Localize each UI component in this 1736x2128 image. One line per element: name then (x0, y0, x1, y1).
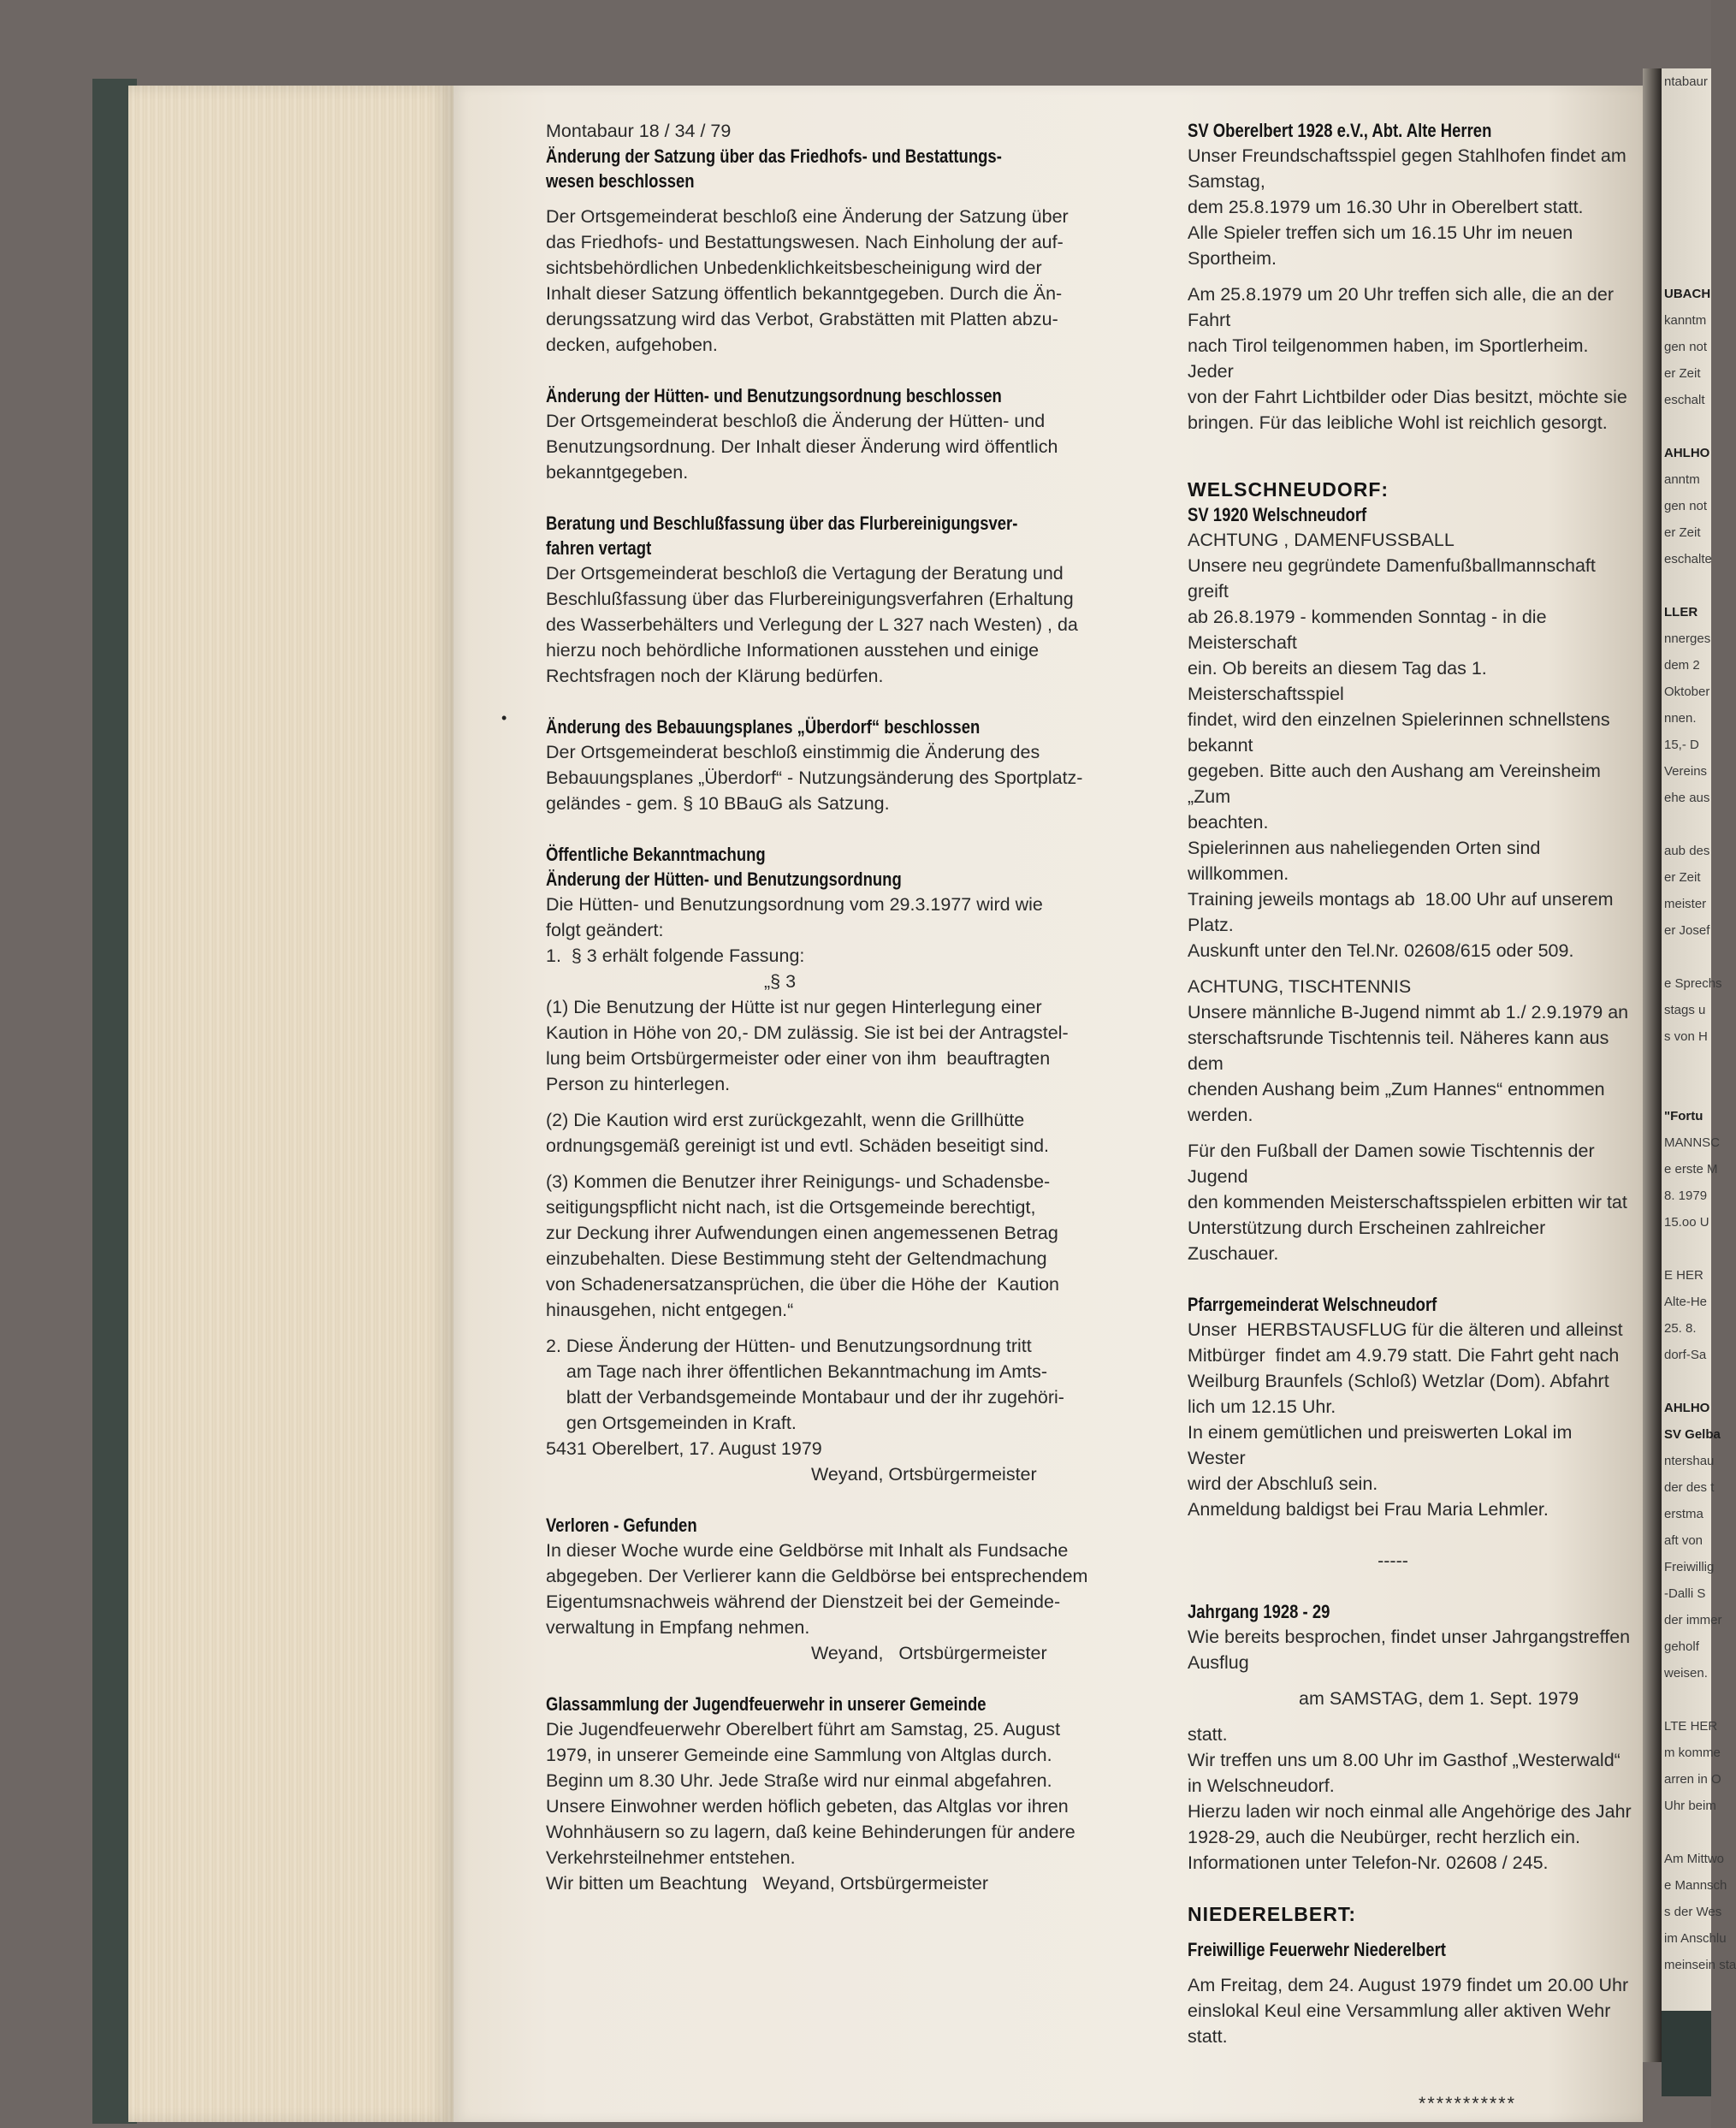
feuerwehr-body: Am Freitag, dem 24. August 1979 findet um 20.00 Uhr einslokal Keul eine Versammlung aller aktiven Wehr statt. (1188, 1975, 1629, 2047)
next-page-line: eschalte (1664, 552, 1712, 566)
next-page-line (1662, 572, 1711, 599)
support-appeal: Für den Fußball der Damen sowie Tischtennis der Jugend den kommenden Meisterschaftsspielen erbitten wir tat Unterstützung durch Erscheinen zahlreicher Zuschauer. (1188, 1141, 1627, 1264)
bekanntmachung-p4: 2. Diese Änderung der Hütten- und Benutzungsordnung tritt am Tage nach ihrer öffentlichen Bekanntmachung im Amts- blatt der Verbandsgemeinde Montabaur und der ihr zugehöri- gen Ortsgemeinden in Kraft. (546, 1336, 1064, 1433)
next-page-line: gen not (1664, 340, 1708, 354)
next-page-line: stags u (1664, 1003, 1706, 1017)
next-page-line: E HER (1664, 1268, 1703, 1283)
next-page-line (1662, 811, 1711, 838)
next-page-line (1662, 944, 1711, 970)
margin-dot: • (501, 709, 507, 726)
section-title-glassammlung: Glassammlung der Jugendfeuerwehr in unserer Gemeinde (546, 1693, 986, 1715)
bekanntmachung-p3: (3) Kommen die Benutzer ihrer Reinigungs- und Schadensbe- seitigungspflicht nicht nach, ist die Ortsgemeinde berechtigt, zur Deckung ihrer Aufwendungen einen angemessenen Betrag einzubehalten. Diese Bestimmung steht der Geltendmachung von Schadenersatzansprüchen, die über die Höhe der Kaution hinausgehen, nicht entgegen.“ (546, 1171, 1060, 1320)
next-page-line: dem 2 (1664, 658, 1700, 673)
next-page-line: ntabaur (1664, 74, 1708, 89)
next-page-line: kanntm (1664, 313, 1707, 328)
next-page-line: ehe aus (1664, 791, 1710, 805)
section-title-bebauungsplan: Änderung des Bebauungsplanes „Überdorf“ beschlossen (546, 716, 981, 738)
next-page-line: er Zeit (1664, 870, 1701, 885)
next-page-line: -Dalli S (1664, 1586, 1706, 1601)
next-page-line: nnen. (1664, 711, 1697, 726)
club-title-sv-1920: SV 1920 Welschneudorf (1188, 504, 1367, 525)
alte-herren-body-1: Unser Freundschaftsspiel gegen Stahlhofen findet am Samstag, dem 25.8.1979 um 16.30 Uhr in Oberelbert statt. Alle Spieler treffen sich um 16.15 Uhr im neuen Sportheim. (1188, 145, 1626, 269)
next-page-line: s von H (1664, 1029, 1708, 1044)
herbstausflug-body: Unser HERBSTAUSFLUG für die älteren und alleinst Mitbürger findet am 4.9.79 statt. Die Fahrt geht nach Weilburg Braunfels (Schloß) Wetzlar (Dom). Abfahrt lich um 12.15 Uhr. In einem gemütlichen und preiswerten Lokal im Wester wird der Abschluß sein. Anmeldung baldigst bei Frau Maria Lehmler. (1188, 1319, 1623, 1520)
page-block-edge (128, 86, 453, 2122)
next-page-line (1662, 175, 1711, 201)
signature: Weyand, Ortsbürgermeister (811, 1643, 1047, 1663)
bekanntmachung-p2: (2) Die Kaution wird erst zurückgezahlt, wenn die Grillhütte ordnungsgemäß gereinigt ist und evtl. Schäden beseitigt sind. (546, 1110, 1050, 1156)
next-page-line: Oktober (1664, 685, 1710, 699)
next-page-line: der immer (1664, 1613, 1722, 1627)
subheading-damenfussball: ACHTUNG , DAMENFUSSBALL (1188, 530, 1455, 550)
next-page-line (1662, 95, 1711, 122)
next-page-line: im Anschlu (1664, 1931, 1727, 1946)
next-page-line: aft von (1664, 1533, 1703, 1548)
next-page-line (1662, 122, 1711, 148)
next-page-line: dorf-Sa (1664, 1348, 1707, 1362)
next-page-line: 8. 1979 (1664, 1188, 1708, 1203)
training-info: Spielerinnen aus naheliegenden Orten sind willkommen. Training jeweils montags ab 18.00 Uhr auf unserem Platz. Auskunft unter den Tel.Nr. 02608/615 oder 509. (1188, 838, 1614, 961)
next-page-line (1662, 413, 1711, 440)
section-title-bekanntmachung: Öffentliche Bekanntmachung Änderung der Hütten- und Benutzungsordnung (546, 844, 902, 890)
next-page-line: s der Wes (1664, 1905, 1722, 1919)
next-page-line (1662, 1050, 1711, 1076)
next-page-line: weisen. (1664, 1666, 1708, 1680)
jahrgang-body-2: statt. Wir treffen uns um 8.00 Uhr im Gasthof „Westerwald“ in Welschneudorf. Hierzu laden wir noch einmal alle Angehörige des Jahr 1928-29, auch die Neubürger, recht herzlich ein. Informationen unter Telefon-Nr. 02608 / 245. (1188, 1724, 1632, 1873)
next-page-line: ntershau (1664, 1454, 1715, 1468)
next-page-line: AHLHO (1664, 446, 1710, 460)
jahrgang-date: am SAMSTAG, dem 1. Sept. 1979 (1299, 1688, 1579, 1709)
paragraph-mark: „§ 3 (764, 971, 797, 992)
bekanntmachung-intro: Die Hütten- und Benutzungsordnung vom 29.3.1977 wird wie folgt geändert: 1. § 3 erhält folgende Fassung: (546, 894, 1043, 966)
next-page-line: anntm (1664, 472, 1700, 487)
next-page-line: Uhr beim (1664, 1799, 1716, 1813)
cover-stripe (1662, 2011, 1711, 2096)
alte-herren-body-2: Am 25.8.1979 um 20 Uhr treffen sich alle, die an der Fahrt nach Tirol teilgenommen haben, im Sportlerheim. Jeder von der Fahrt Lichtbilder oder Dias besitzt, möchte sie bringen. Für das leibliche Wohl ist reichlich gesorgt. (1188, 284, 1627, 433)
next-page-line: nnerges (1664, 631, 1711, 646)
place-heading-welschneudorf: WELSCHNEUDORF: (1188, 478, 1389, 501)
next-page-line: SV Gelba (1664, 1427, 1721, 1442)
left-column (546, 118, 1170, 1896)
next-page-line: m komme (1664, 1746, 1721, 1760)
binding-gutter (1643, 68, 1662, 2062)
section-title-satzung: Änderung der Satzung über das Friedhofs- und Bestattungs- wesen beschlossen (546, 145, 1002, 192)
next-page-line: er Zeit (1664, 366, 1701, 381)
next-page-line: e Sprechs (1664, 976, 1722, 991)
section-body-fundsache: In dieser Woche wurde eine Geldbörse mit Inhalt als Fundsache abgegeben. Der Verlierer kann die Geldbörse bei entsprechendem Eigentumsnachweis während der Dienstzeit bei der Gemeinde- verwaltung in Empfang nehmen. (546, 1540, 1088, 1638)
divider: ----- (1378, 1550, 1408, 1571)
next-page-line: 15.oo U (1664, 1215, 1709, 1230)
place-heading-niederelbert: NIEDERELBERT: (1188, 1903, 1357, 1925)
next-page-line: aub des (1664, 844, 1710, 858)
next-page-line: MANNSC (1664, 1135, 1721, 1150)
jahrgang-body-1: Wie bereits besprochen, findet unser Jahrgangstreffen Ausflug (1188, 1627, 1631, 1673)
next-page-line: eschalt (1664, 393, 1705, 407)
next-page-line: UBACH (1664, 287, 1711, 301)
next-page-line: er Josef (1664, 923, 1710, 938)
next-page-line (1662, 1686, 1711, 1713)
next-page-line: LLER (1664, 605, 1698, 619)
next-page-line: meister (1664, 897, 1707, 911)
next-page-line: der des t (1664, 1480, 1715, 1495)
section-body-glassammlung: Die Jugendfeuerwehr Oberelbert führt am Samstag, 25. August 1979, in unserer Gemeinde eine Sammlung von Altglas durch. Beginn um 8.30 Uhr. Jede Straße wird nur einmal abgefahren. Unsere Einwohner werden höflich gebeten, das Altglas vor ihren Wohnhäusern so zu lagern, daß keine Behinderungen für andere Verkehrsteilnehmer entstehen. Wir bitten um Beachtung Weyand, Ortsbürgermeister (546, 1719, 1075, 1894)
next-page-line: Freiwillig (1664, 1560, 1715, 1574)
next-page-line: "Fortu (1664, 1109, 1703, 1123)
right-column (1188, 118, 1632, 2116)
page-header: Montabaur 18 / 34 / 79 (546, 121, 732, 141)
next-page-line: Vereins (1664, 764, 1708, 779)
next-page-line (1662, 1368, 1711, 1395)
next-page-line: geholf (1664, 1639, 1699, 1654)
next-page-fragment (1662, 68, 1736, 2062)
next-page-line: arren in O (1664, 1772, 1721, 1787)
section-title-flurbereinigung: Beratung und Beschlußfassung über das Flurbereinigungsver- fahren vertagt (546, 513, 1018, 559)
subheading-tischtennis: ACHTUNG, TISCHTENNIS (1188, 976, 1412, 997)
next-page-line: gen not (1664, 499, 1708, 513)
section-body-satzung: Der Ortsgemeinderat beschloß eine Änderung der Satzung über das Friedhofs- und Bestattungswesen. Nach Einholung der auf- sichtsbehördlichen Unbedenklichkeitsbescheinigung wird der Inhalt dieser Satzung öffentlich bekanntgegeben. Durch die Än- derungssatzung wird das Verbot, Grabstätten mit Platten abzu- decken, aufgehoben. (546, 206, 1069, 355)
next-page-line: e erste M (1664, 1162, 1718, 1177)
next-page-line (1662, 1236, 1711, 1262)
section-title-fundsache: Verloren - Gefunden (546, 1514, 697, 1536)
next-page-line: 15,- D (1664, 738, 1699, 752)
next-page-line: e Mannsch (1664, 1878, 1727, 1893)
next-page-line: Am Mittwo (1664, 1852, 1725, 1866)
damenfussball-body: Unsere neu gegründete Damenfußballmannschaft greift ab 26.8.1979 - kommenden Sonntag - in die Meisterschaft ein. Ob bereits an diesem Tag das 1. Meisterschaftsspiel findet, wird den einzelnen Spielerinnen schnellstens bekannt gegeben. Bitte auch den Aushang am Vereinsheim „Zum beachten. (1188, 555, 1610, 833)
section-title-alte-herren: SV Oberelbert 1928 e.V., Abt. Alte Herren (1188, 120, 1492, 141)
next-page-line (1662, 254, 1711, 281)
section-title-pfarrgemeinderat: Pfarrgemeinderat Welschneudorf (1188, 1294, 1437, 1315)
section-body-bebauungsplan: Der Ortsgemeinderat beschloß einstimmig die Änderung des Bebauungsplanes „Überdorf“ - Nutzungsänderung des Sportplatz- geländes - gem. § 10 BBauG als Satzung. (546, 742, 1083, 814)
next-page-line: er Zeit (1664, 525, 1701, 540)
section-title-feuerwehr: Freiwillige Feuerwehr Niederelbert (1188, 1939, 1446, 1960)
next-page-line (1662, 201, 1711, 228)
next-page-line: 25. 8. (1664, 1321, 1697, 1336)
section-title-huettenordnung: Änderung der Hütten- und Benutzungsordnung beschlossen (546, 385, 1002, 406)
next-page-line (1662, 1076, 1711, 1103)
next-page-line (1662, 1819, 1711, 1846)
signature: Weyand, Ortsbürgermeister (811, 1464, 1037, 1485)
next-page-line (1662, 148, 1711, 175)
end-marker: *********** (1419, 2093, 1517, 2113)
next-page-line: erstma (1664, 1507, 1703, 1521)
tischtennis-body: Unsere männliche B-Jugend nimmt ab 1./ 2.9.1979 an sterschaftsrunde Tischtennis teil. Näheres kann aus dem chenden Aushang beim „Zum Hannes“ entnommen werden. (1188, 1002, 1629, 1125)
section-body-flurbereinigung: Der Ortsgemeinderat beschloß die Vertagung der Beratung und Beschlußfassung über das Flurbereinigungsverfahren (Erhaltung des Wasserbehälters und Verlegung der L 327 nach Westen) , da hierzu noch behördliche Informationen ausstehen und einige Rechtsfragen noch der Klärung bedürfen. (546, 563, 1078, 686)
place-date: 5431 Oberelbert, 17. August 1979 (546, 1438, 822, 1459)
bekanntmachung-p1: (1) Die Benutzung der Hütte ist nur gegen Hinterlegung einer Kaution in Höhe von 20,- DM zulässig. Sie ist bei der Antragstel- lung beim Ortsbürgermeister oder einer von ihm beauftragten Person zu hinterlegen. (546, 997, 1069, 1094)
next-page-line: Alte-He (1664, 1295, 1708, 1309)
next-page-line (1662, 228, 1711, 254)
section-title-jahrgang: Jahrgang 1928 - 29 (1188, 1601, 1330, 1622)
next-page-line: AHLHO (1664, 1401, 1710, 1415)
section-body-huettenordnung: Der Ortsgemeinderat beschloß die Änderung der Hütten- und Benutzungsordnung. Der Inhalt dieser Änderung wird öffentlich bekanntgegeben. (546, 411, 1058, 483)
next-page-line: meinsein sta (1664, 1958, 1736, 1972)
next-page-line: LTE HER (1664, 1719, 1718, 1734)
